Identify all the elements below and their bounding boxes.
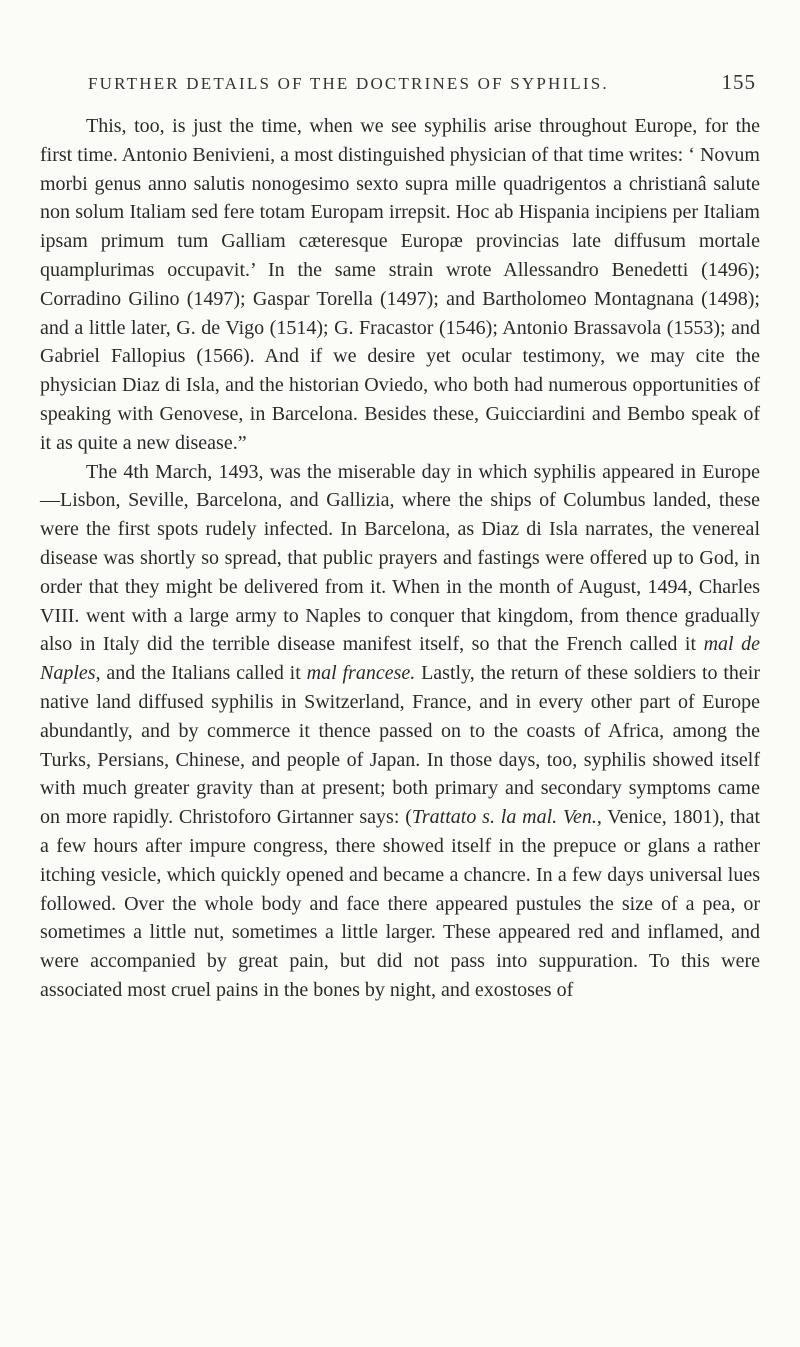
paragraph-2-text-d: , Venice, 1801), that a few hours after impure congress, there showed itself in the prepuce or glans a rather itching vesicle, which quickly opened and became a chancre. In a few days universal lues followed. Over the whole body and face there appeared pustules the size of a pea, or sometimes a little nut, sometimes a little larger. These appeared red and inflamed, and were accompanied by great pain, but did not pass into suppuration. To this were associated most cruel pains in the bones by night, and exostoses of [40, 806, 761, 1001]
italic-term-mal-francese: mal francese. [306, 662, 416, 685]
paragraph-2-text-c: Lastly, the return of these soldiers to their native land diffused syphilis in Switzerland, France, and in every other part of Europe abundantly, and by commerce it thence passed on to the coasts of Africa, among the Turks, Persians, Chinese, and people of Japan. In those days, too, syphilis showed itself with much greater gravity than at present; both primary and secondary symptoms came on more rapidly. Christoforo Girtanner says: ( [40, 662, 760, 829]
page-number: 155 [721, 70, 756, 94]
paragraph-2-text-b: , and the Italians called it [95, 662, 301, 685]
paragraph-2-text-a: The 4th March, 1493, was the miserable day in which syphilis appeared in Europe—Lisbon, Seville, Barcelona, and Gallizia, where the ships of Columbus landed, these were the first spots rudely infected. In Barcelona, as Diaz di Isla narrates, the venereal disease was shortly so spread, that public prayers and fastings were offered up to God, in order that they might be delivered from it. When in the month of August, 1494, Charles VIII. went with a large army to Naples to conquer that kingdom, from thence gradually also in Italy did the terrible disease manifest itself, so that the French called it [40, 460, 760, 656]
paragraph-1: This, too, is just the time, when we see syphilis arise throughout Europe, for the first time. Antonio Benivieni, a most distinguished physician of that time writes: ‘ Novum morbi genus anno salutis nonogesimo sexto supra mille quadrigentos a christianâ salute non solum Italiam sed fere totam Europam irrepsit. Hoc ab Hispania incipiens per Italiam ipsam primum tum Galliam cæteresque Europæ provincias late diffusum mortale quamplurimas occupavit.’ In the same strain wrote Allessandro Benedetti (1496); Corradino Gilino (1497); Gaspar Torella (1497); and Bartholomeo Montagnana (1498); and a little later, G. de Vigo (1514); G. Fracastor (1546); Antonio Brassavola (1553); and Gabriel Fallopius (1566). And if we desire yet ocular testimony, we may cite the physician Diaz di Isla, and the historian Oviedo, who both had numerous opportunities of speaking with Genovese, in Barcelona. Besides these, Guicciardini and Bembo speak of it as quite a new disease.” [40, 115, 760, 454]
italic-citation-trattato: Trattato s. la mal. Ven. [411, 806, 597, 829]
paragraph-2 [40, 458, 760, 1005]
italic-term-mal-de-naples: mal de Naples [40, 633, 760, 685]
body-text [40, 112, 760, 1005]
running-title: FURTHER DETAILS OF THE DOCTRINES OF SYPHILIS. [88, 74, 609, 93]
running-header [88, 70, 756, 95]
